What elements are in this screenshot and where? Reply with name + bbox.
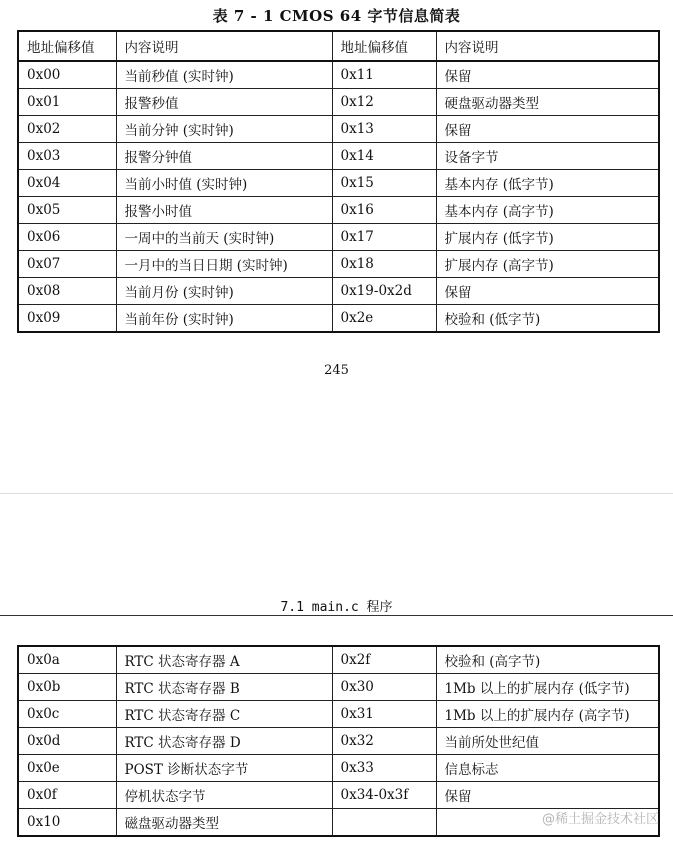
- offset-cell: 0x16: [332, 197, 436, 224]
- header-description: 内容说明: [116, 31, 332, 61]
- section-title: 7.1 main.c 程序: [280, 600, 393, 615]
- offset-cell: 0x18: [332, 251, 436, 278]
- page-number: 245: [324, 363, 349, 378]
- description-cell: 校验和 (高字节): [436, 646, 659, 674]
- offset-cell: 0x00: [18, 61, 116, 89]
- description-cell: 报警分钟值: [116, 143, 332, 170]
- offset-cell: 0x34-0x3f: [332, 782, 436, 809]
- description-cell: 1Mb 以上的扩展内存 (高字节): [436, 701, 659, 728]
- offset-cell: 0x33: [332, 755, 436, 782]
- description-cell: 保留: [436, 61, 659, 89]
- description-cell: RTC 状态寄存器 B: [116, 674, 332, 701]
- description-cell: 当前月份 (实时钟): [116, 278, 332, 305]
- offset-cell: 0x30: [332, 674, 436, 701]
- table-row: [18, 728, 659, 755]
- description-cell: 当前分钟 (实时钟): [116, 116, 332, 143]
- offset-cell: 0x06: [18, 224, 116, 251]
- description-cell: 校验和 (低字节): [436, 305, 659, 333]
- offset-cell: 0x19-0x2d: [332, 278, 436, 305]
- table-row: [18, 755, 659, 782]
- description-cell: 当前秒值 (实时钟): [116, 61, 332, 89]
- offset-cell: 0x01: [18, 89, 116, 116]
- cmos-table-top: [17, 30, 660, 333]
- table-row: [18, 646, 659, 674]
- table-row: [18, 143, 659, 170]
- offset-cell: 0x0a: [18, 646, 116, 674]
- description-cell: 1Mb 以上的扩展内存 (低字节): [436, 674, 659, 701]
- offset-cell: 0x17: [332, 224, 436, 251]
- description-cell: 信息标志: [436, 755, 659, 782]
- offset-cell: 0x08: [18, 278, 116, 305]
- offset-cell: 0x0d: [18, 728, 116, 755]
- description-cell: 当前所处世纪值: [436, 728, 659, 755]
- description-cell: 扩展内存 (低字节): [436, 224, 659, 251]
- description-cell: 报警小时值: [116, 197, 332, 224]
- section-rule: [0, 615, 673, 616]
- offset-cell: 0x15: [332, 170, 436, 197]
- offset-cell: 0x05: [18, 197, 116, 224]
- description-cell: 保留: [436, 278, 659, 305]
- offset-cell: 0x14: [332, 143, 436, 170]
- offset-cell: 0x31: [332, 701, 436, 728]
- offset-cell: 0x2e: [332, 305, 436, 333]
- header-offset-2: 地址偏移值: [332, 31, 436, 61]
- table-row: [18, 170, 659, 197]
- offset-cell: 0x0c: [18, 701, 116, 728]
- description-cell: RTC 状态寄存器 C: [116, 701, 332, 728]
- description-cell: RTC 状态寄存器 D: [116, 728, 332, 755]
- description-cell: 当前小时值 (实时钟): [116, 170, 332, 197]
- table-row: [18, 701, 659, 728]
- offset-cell: 0x0b: [18, 674, 116, 701]
- description-cell: 保留: [436, 116, 659, 143]
- description-cell: 磁盘驱动器类型: [116, 809, 332, 837]
- table-row: [18, 197, 659, 224]
- table-header-row: [18, 31, 659, 61]
- table-row: [18, 278, 659, 305]
- description-cell: 基本内存 (高字节): [436, 197, 659, 224]
- table-row: [18, 251, 659, 278]
- description-cell: 硬盘驱动器类型: [436, 89, 659, 116]
- header-description-2: 内容说明: [436, 31, 659, 61]
- table-row: [18, 305, 659, 333]
- offset-cell: 0x0e: [18, 755, 116, 782]
- offset-cell: 0x03: [18, 143, 116, 170]
- description-cell: 一月中的当日日期 (实时钟): [116, 251, 332, 278]
- offset-cell: 0x11: [332, 61, 436, 89]
- offset-cell: [332, 809, 436, 837]
- offset-cell: 0x0f: [18, 782, 116, 809]
- description-cell: 设备字节: [436, 143, 659, 170]
- table-row: [18, 674, 659, 701]
- page-divider: [0, 493, 673, 494]
- offset-cell: 0x13: [332, 116, 436, 143]
- table-row: [18, 89, 659, 116]
- offset-cell: 0x07: [18, 251, 116, 278]
- description-cell: 停机状态字节: [116, 782, 332, 809]
- offset-cell: 0x10: [18, 809, 116, 837]
- table-row: [18, 224, 659, 251]
- description-cell: 基本内存 (低字节): [436, 170, 659, 197]
- table-title: 表 7 - 1 CMOS 64 字节信息简表: [212, 7, 461, 25]
- description-cell: 报警秒值: [116, 89, 332, 116]
- offset-cell: 0x09: [18, 305, 116, 333]
- offset-cell: 0x02: [18, 116, 116, 143]
- description-cell: 保留: [436, 782, 659, 809]
- description-cell: RTC 状态寄存器 A: [116, 646, 332, 674]
- header-offset: 地址偏移值: [18, 31, 116, 61]
- watermark: @稀土掘金技术社区: [541, 812, 659, 827]
- offset-cell: 0x2f: [332, 646, 436, 674]
- description-cell: POST 诊断状态字节: [116, 755, 332, 782]
- description-cell: 扩展内存 (高字节): [436, 251, 659, 278]
- table-row: [18, 116, 659, 143]
- offset-cell: 0x12: [332, 89, 436, 116]
- table-row: [18, 61, 659, 89]
- description-cell: 当前年份 (实时钟): [116, 305, 332, 333]
- table-row: [18, 782, 659, 809]
- description-cell: 一周中的当前天 (实时钟): [116, 224, 332, 251]
- offset-cell: 0x32: [332, 728, 436, 755]
- offset-cell: 0x04: [18, 170, 116, 197]
